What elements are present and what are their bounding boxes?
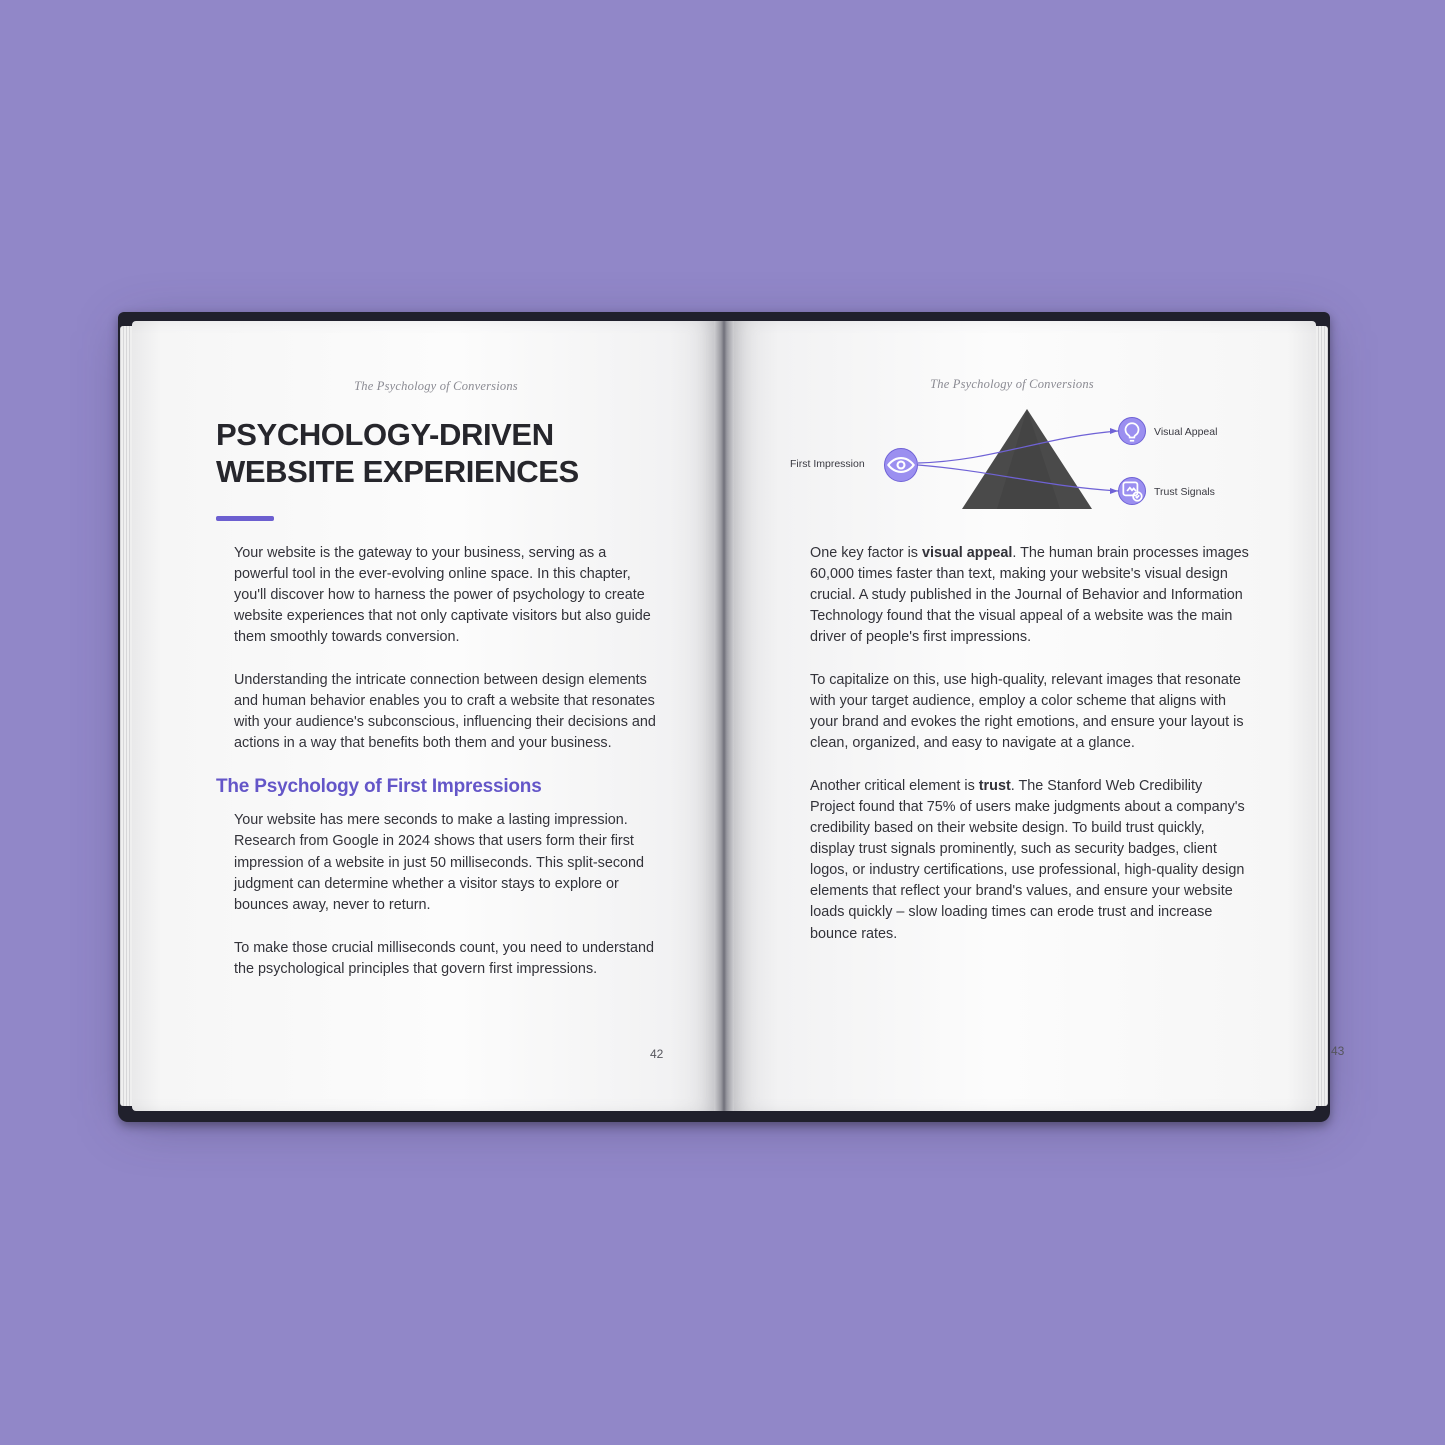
running-head-left: The Psychology of Conversions bbox=[354, 379, 518, 393]
paragraph-visual-appeal: One key factor is visual appeal. The human brain processes images 60,000 times faster than text, making your website's visual design crucial. A study published in the Journal of Behavior and Information Technology found that the visual appeal of a website was the main driver of people's first impressions. bbox=[810, 545, 1249, 646]
right-page bbox=[732, 321, 1345, 1111]
right-page-column bbox=[810, 543, 1250, 967]
paragraph-intro-2: Understanding the intricate connection between design elements and human behavior enables you to craft a website that resonates with your audience's subconscious, influencing their decisions and actions in a way that benefits both them and your business. bbox=[234, 672, 656, 752]
page-title: PSYCHOLOGY-DRIVEN WEBSITE EXPERIENCES bbox=[216, 417, 579, 489]
paragraph-trust: Another critical element is trust. The Stanford Web Credibility Project found that 75% of users make judgments about a company's credibility based on their website design. To build trust quickly, display trust signals prominently, such as security badges, client logos, or industry certifications, use professional, high-quality design elements that reflect your brand's values, and ensure your website loads quickly – slow loading times can erode trust and increase bounce rates. bbox=[810, 778, 1245, 942]
shield-badge-icon bbox=[1118, 477, 1146, 505]
arrow-head-trust-signals bbox=[1110, 488, 1118, 494]
eye-icon bbox=[884, 448, 918, 482]
left-page-column bbox=[216, 417, 660, 1002]
page-number-right: 43 bbox=[1331, 1044, 1345, 1058]
label-trust-signals: Trust Signals bbox=[1154, 486, 1215, 498]
paragraph-capitalize: To capitalize on this, use high-quality, relevant images that resonate with your target audience, employ a color scheme that aligns with your brand and evokes the right emotions, and ensure your layout is clean, organized, and easy to navigate at a glance. bbox=[810, 672, 1244, 752]
title-rule bbox=[216, 516, 274, 521]
section-subheading: The Psychology of First Impressions bbox=[216, 776, 542, 798]
lightbulb-icon bbox=[1118, 417, 1146, 445]
first-impression-diagram bbox=[792, 401, 1262, 531]
left-page bbox=[132, 321, 716, 1111]
running-head-right: The Psychology of Conversions bbox=[930, 377, 1094, 391]
paragraph-impressions-2: To make those crucial milliseconds count, you need to understand the psychological principles that govern first impressions. bbox=[234, 939, 654, 977]
page-edges-right bbox=[1315, 326, 1328, 1106]
label-first-impression: First Impression bbox=[790, 458, 865, 470]
open-book bbox=[118, 312, 1345, 1122]
arrow-head-visual-appeal bbox=[1110, 428, 1118, 434]
label-visual-appeal: Visual Appeal bbox=[1154, 426, 1218, 438]
paragraph-intro-1: Your website is the gateway to your business, serving as a powerful tool in the ever-evolving online space. In this chapter, you'll discover how to harness the power of psychology to create website experiences that not only captivate visitors but also guide them smoothly towards conversion. bbox=[234, 545, 651, 646]
paragraph-impressions-1: Your website has mere seconds to make a lasting impression. Research from Google in 2024 shows that users form their first impression of a website in just 50 milliseconds. This split-second judgment can determine whether a visitor stays to explore or bounces away, never to return. bbox=[234, 812, 645, 913]
page-number-left: 42 bbox=[650, 1047, 664, 1061]
book-spine bbox=[714, 321, 734, 1111]
